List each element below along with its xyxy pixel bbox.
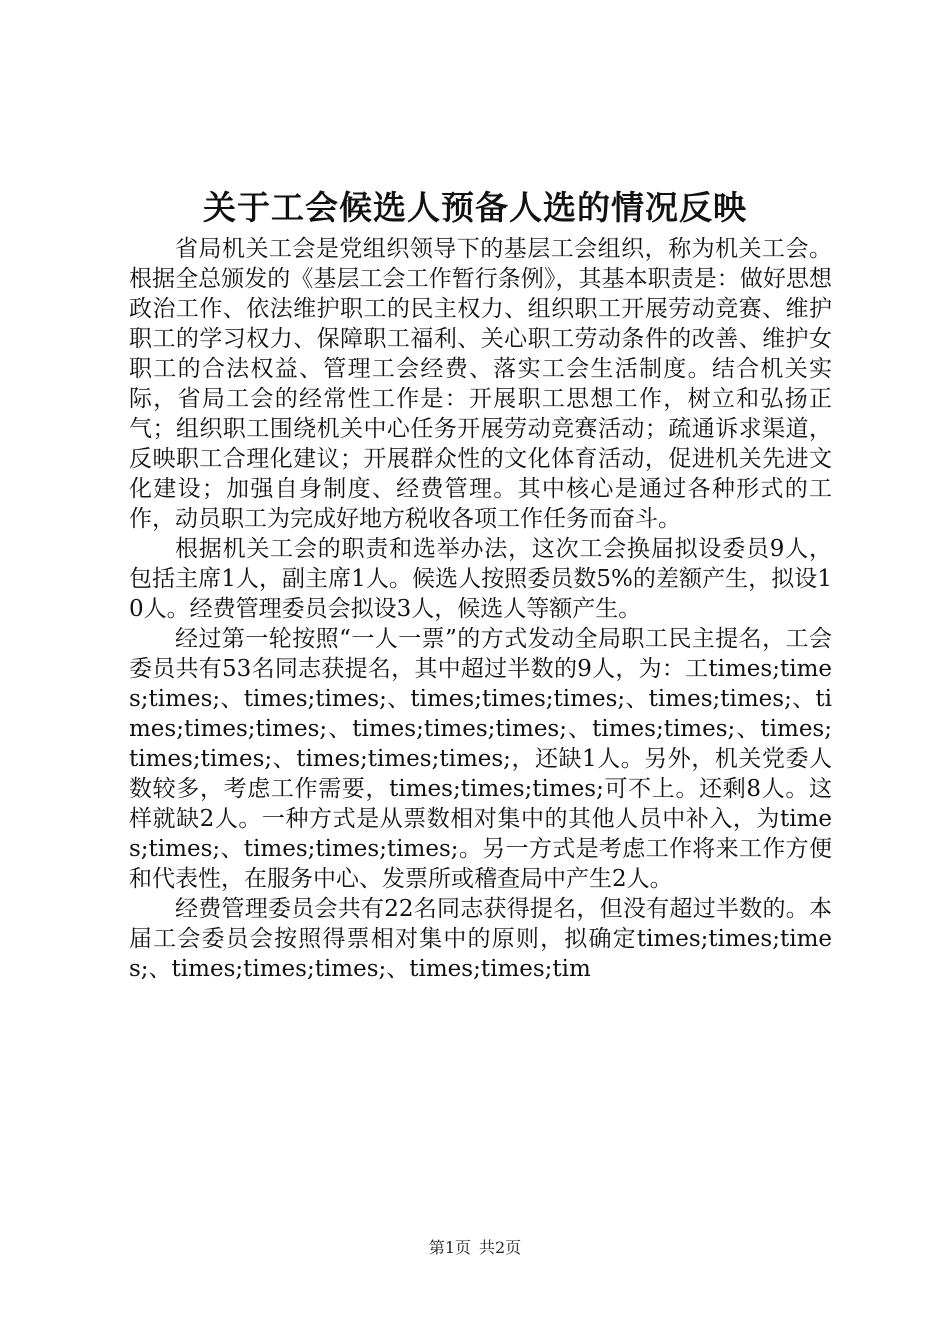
paragraph-finance-committee: 经费管理委员会共有22名同志获得提名，但没有超过半数的。本届工会委员会按照得票相对集中的原则，拟确定times;times;times;、times;times;times;、times;times;tim [129,896,832,982]
page-number: 第1页 [428,1238,471,1257]
paragraph-duties: 省局机关工会是党组织领导下的基层工会组织，称为机关工会。根据全总颁发的《基层工会工作暂行条例》，其基本职责是：做好思想政治工作、依法维护职工的民主权力、组织职工开展劳动竞赛、维护职工的学习权力、保障职工福利、关心职工劳动条件的改善、维护女职工的合法权益、管理工会经费、落实工会生活制度。结合机关实际，省局工会的经常性工作是：开展职工思想工作，树立和弘扬正气；组织职工围绕机关中心任务开展劳动竞赛活动；疏通诉求渠道，反映职工合理化建议；开展群众性的文化体育活动，促进机关先进文化建设；加强自身制度、经费管理。其中核心是通过各种形式的工作，动员职工为完成好地方税收各项工作任务而奋斗。 [129,236,832,532]
paragraph-nomination-result: 经过第一轮按照“一人一票”的方式发动全局职工民主提名，工会委员共有53名同志获提名，其中超过半数的9人，为：工times;times;times;、times;times;、times;times;times;、times;times;、times;times;times;、times;times;times;、times;times;、times;times;times;、times;times;times;，还缺1人。另外，机关党委人数较多，考虑工作需要，times;times;times;可不上。还剩8人。这样就缺2人。一种方式是从票数相对集中的其他人员中补入，为times;times;、times;times;times;。另一方式是考虑工作将来工作方便和代表性，在服务中心、发票所或稽查局中产生2人。 [129,626,832,892]
document-title: 关于工会候选人预备人选的情况反映 [203,188,747,227]
page-total: 共2页 [479,1238,522,1257]
document-body [129,234,832,984]
page-footer [0,1236,950,1260]
paragraph-election-plan: 根据机关工会的职责和选举办法，这次工会换届拟设委员9人，包括主席1人，副主席1人。候选人按照委员数5%的差额产生，拟设10人。经费管理委员会拟设3人，候选人等额产生。 [129,536,832,622]
